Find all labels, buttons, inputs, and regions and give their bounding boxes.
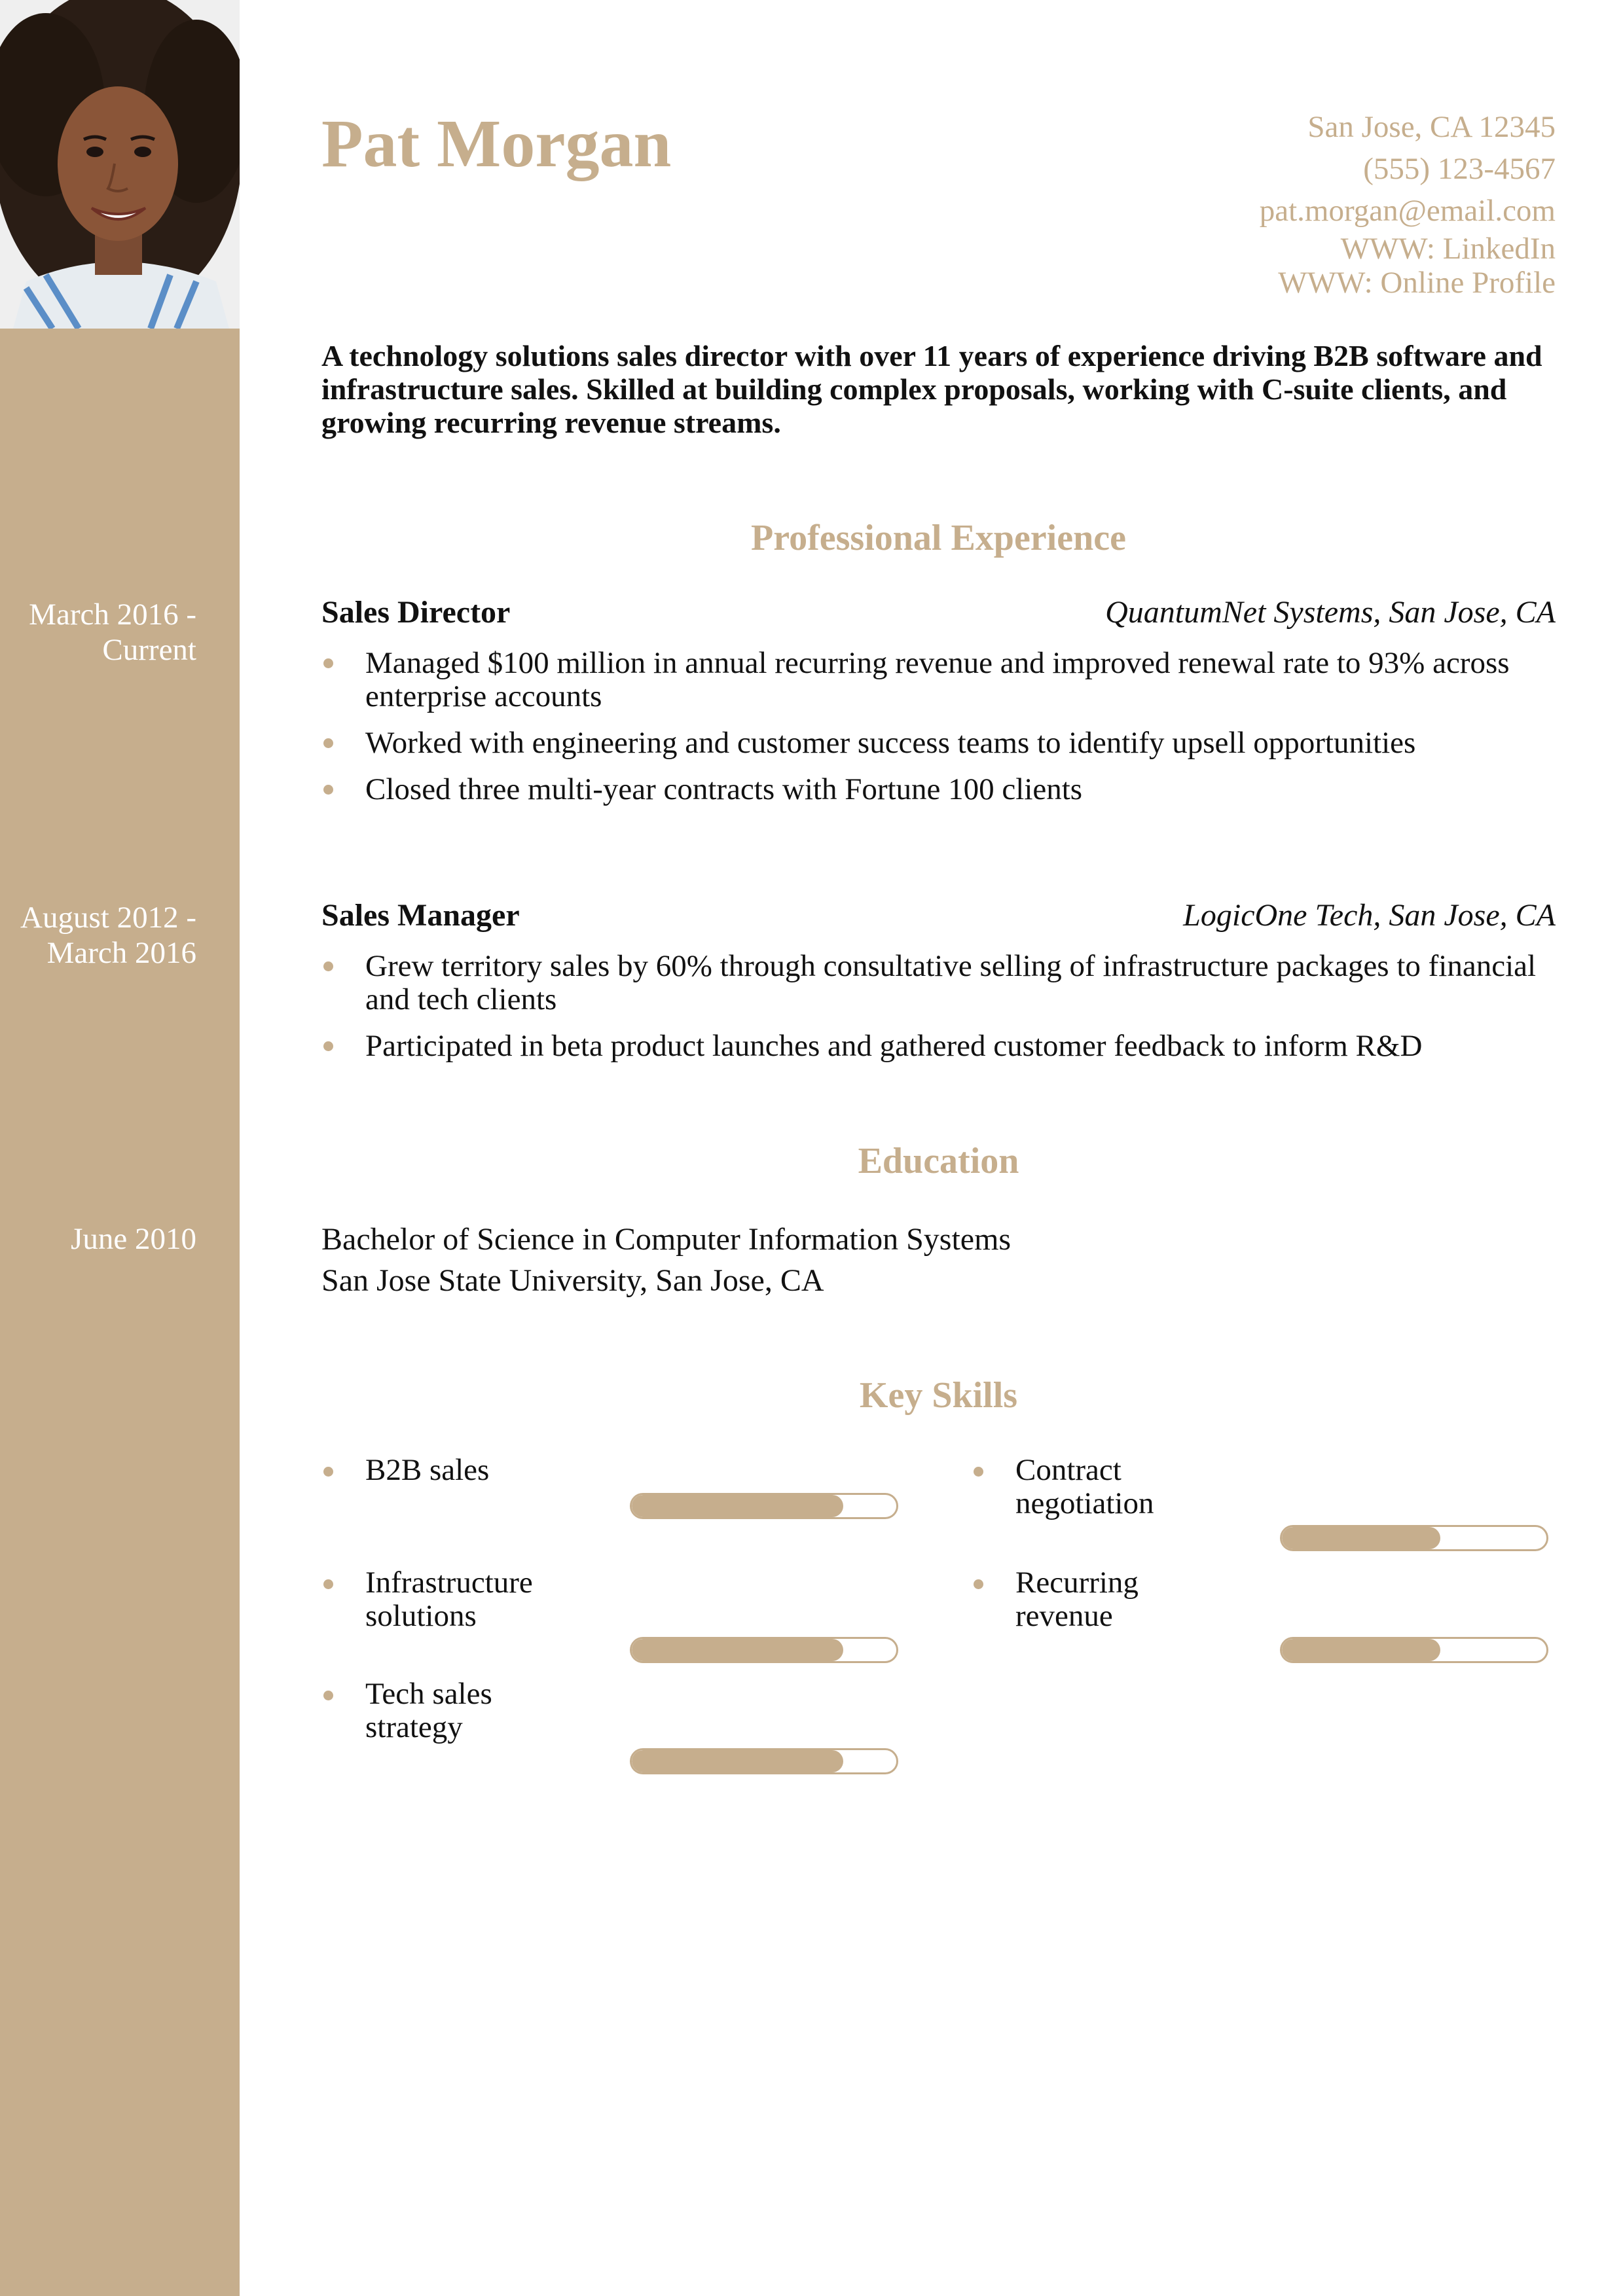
job-1-company: QuantumNet Systems, San Jose, CA <box>1105 595 1556 630</box>
education-degree: Bachelor of Science in Computer Information Systems <box>321 1222 1012 1257</box>
section-heading-education: Education <box>858 1141 1019 1181</box>
education-entry <box>321 1219 1011 1301</box>
skill-label: Infrastructure solutions <box>365 1566 533 1633</box>
skill-level-fill <box>632 1750 843 1772</box>
sidebar <box>0 0 240 2296</box>
job-1-bullets <box>321 647 1556 819</box>
bullet-icon <box>323 1691 333 1700</box>
bullet-icon <box>323 738 333 748</box>
skill-label: Contract negotiation <box>1015 1453 1154 1520</box>
skill-item <box>321 1454 898 1585</box>
summary: A technology solutions sales director with over 11 years of experience driving B2B software and infrastructure sales. Skilled at building complex proposals, working with C-suite clients, and growing recurring revenue streams. <box>321 339 1542 439</box>
list-item: Closed three multi-year contracts with Fortune 100 clients <box>321 773 1556 806</box>
bullet-icon <box>323 1579 333 1589</box>
skill-level-fill <box>632 1495 843 1517</box>
bullet-icon <box>323 658 333 668</box>
list-item: Managed $100 million in annual recurring revenue and improved renewal rate to 93% across enterprise accounts <box>321 647 1556 713</box>
bullet-icon <box>974 1579 983 1589</box>
bullet-icon <box>323 1467 333 1477</box>
skill-item <box>972 1566 1548 1697</box>
education-date: June 2010 <box>71 1222 196 1256</box>
contact-address: San Jose, CA 12345 <box>1307 110 1556 144</box>
skill-level-bar <box>630 1748 898 1774</box>
skill-label: Recurring revenue <box>1015 1566 1139 1633</box>
contact-linkedin-link[interactable]: WWW: LinkedIn <box>1340 232 1556 266</box>
skill-item <box>321 1677 898 1808</box>
section-heading-skills: Key Skills <box>859 1375 1018 1416</box>
experience-2-dates: August 2012 - March 2016 <box>20 901 196 970</box>
job-2-title: Sales Manager <box>321 898 520 933</box>
skill-item <box>972 1454 1548 1585</box>
list-item: Grew territory sales by 60% through consultative selling of infrastructure packages to financial and tech clients <box>321 950 1556 1016</box>
skill-level-fill <box>1282 1527 1440 1549</box>
candidate-name: Pat Morgan <box>321 106 672 181</box>
experience-1-dates: March 2016 - Current <box>29 598 196 667</box>
skill-level-bar <box>630 1637 898 1663</box>
contact-email[interactable]: pat.morgan@email.com <box>1259 194 1556 228</box>
section-heading-experience: Professional Experience <box>751 518 1126 558</box>
bullet-icon <box>323 785 333 795</box>
skill-label: Tech sales strategy <box>365 1677 492 1744</box>
skill-level-bar <box>1280 1525 1548 1551</box>
job-1-title: Sales Director <box>321 595 511 630</box>
contact-phone: (555) 123-4567 <box>1363 152 1556 186</box>
bullet-icon <box>323 961 333 971</box>
skill-level-bar <box>630 1493 898 1519</box>
list-item: Worked with engineering and customer success teams to identify upsell opportunities <box>321 726 1556 760</box>
skill-level-bar <box>1280 1637 1548 1663</box>
profile-photo <box>0 0 240 329</box>
contact-block <box>1260 106 1556 300</box>
job-1-header <box>321 594 1556 631</box>
list-item: Participated in beta product launches and gathered customer feedback to inform R&D <box>321 1030 1556 1063</box>
job-2-company: LogicOne Tech, San Jose, CA <box>1183 898 1556 933</box>
skill-level-fill <box>632 1639 843 1661</box>
job-2-bullets <box>321 950 1556 1076</box>
bullet-icon <box>974 1467 983 1477</box>
skill-label: B2B sales <box>365 1453 490 1487</box>
contact-profile-link[interactable]: WWW: Online Profile <box>1278 266 1556 300</box>
bullet-icon <box>323 1041 333 1051</box>
job-2-header <box>321 897 1556 934</box>
skill-level-fill <box>1282 1639 1440 1661</box>
education-school: San Jose State University, San Jose, CA <box>321 1263 824 1298</box>
